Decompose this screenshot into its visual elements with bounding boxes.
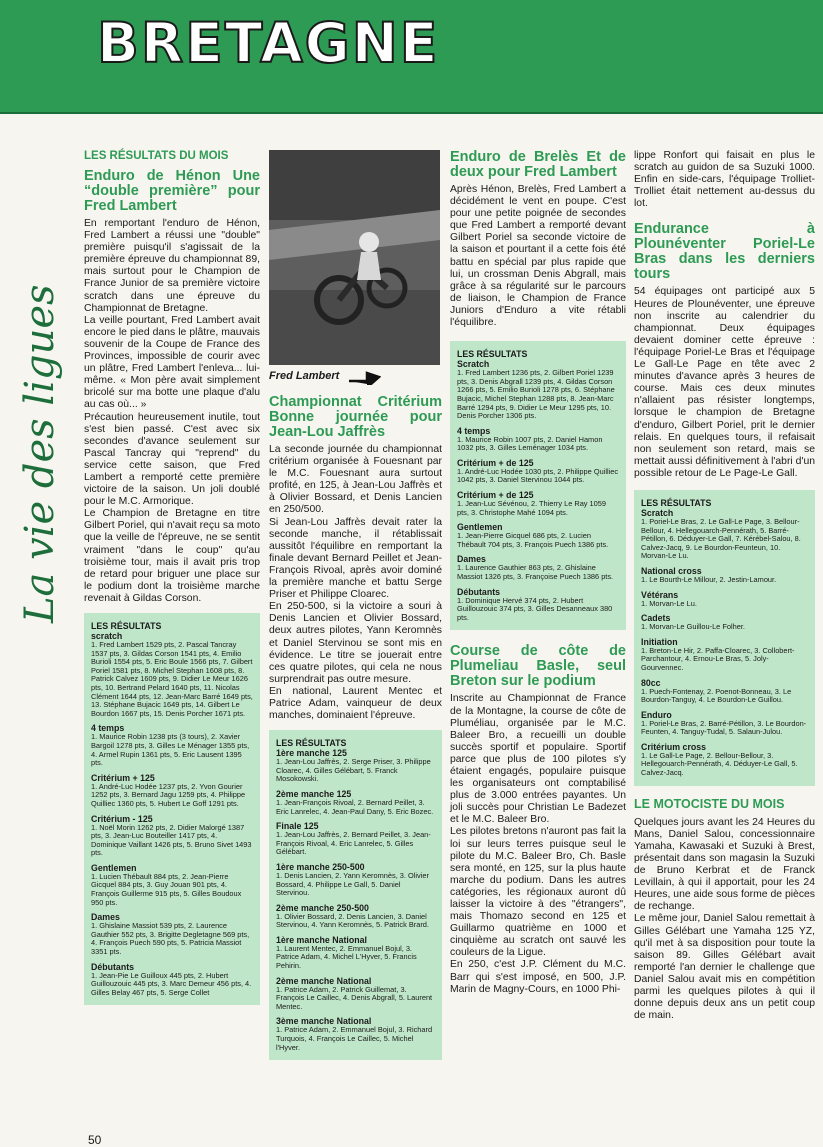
page-number: 50 xyxy=(88,1133,102,1147)
results-group-text: 1. Patrice Adam, 2. Emmanuel Bojul, 3. Richard Turquois, 4. François Le Caillec, 5. Michel l'Hyver. xyxy=(276,1025,433,1052)
results-group-text: 1. Jean-Lou Jaffrès, 2. Serge Priser, 3. Philippe Cloarec, 4. Gilles Gélébart, 5. Franck Mosokowski. xyxy=(276,757,431,784)
results-box-breles xyxy=(450,341,626,630)
results-group-text: 1. André-Luc Hodée 1030 pts, 2. Philippe Quilliec 1042 pts, 3. Daniel Stervinou 1044 pts. xyxy=(457,466,619,485)
results-box-henon xyxy=(84,613,260,1005)
column-2 xyxy=(269,150,442,1060)
results-group-text: 1. Jean-Lou Jaffrès, 2. Bernard Peillet, 3. Jean-François Rivoal, 4. Eric Lanrelec, 5. Gilles Gélébart. xyxy=(276,830,431,857)
paragraph: Le même jour, Daniel Salou remettait à Gilles Gélébart une Yamaha 125 YZ, qu'il met à sa disposition pour toute la saison 89. Gilles Gélébart avait remporté l'an dernier le challenge que Daniel Salou avait mis en compétition parmi les quelques pilotes à qui il donne depuis deux ans un petit coup de main. xyxy=(634,913,815,1022)
paragraph: lippe Ronfort qui faisait en plus le scratch au guidon de sa Suzuki 1000. Enfin en side-cars, l'équipage Trolliet-Trolliet était nettement au-dessus du lot. xyxy=(634,150,815,210)
results-group-name: Critérium + de 125 xyxy=(457,490,534,501)
results-group-name: National cross xyxy=(641,565,702,576)
results-group-text: 1. Jean-Pierre Gicquel 686 pts, 2. Lucien Thébault 704 pts, 3. François Puech 1386 pts. xyxy=(457,531,609,549)
article-title-breles: Enduro de Brelès Et de deux pour Fred Lambert xyxy=(450,149,626,180)
results-group-name: Gentlemen xyxy=(457,522,503,533)
results-group-text: 1. Dominique Hervé 374 pts, 2. Hubert Guillouzouic 374 pts, 3. Gilles Desanneaux 380 pts. xyxy=(457,595,613,622)
photo-caption-row xyxy=(269,367,442,385)
article-body-plumeliau xyxy=(450,693,626,995)
paragraph: La veille pourtant, Fred Lambert avait encore le pied dans le plâtre, mauvais souvenir de la Coupe de France des Provinces, impossible de courir avec un plâtre, Fred Lambert l'enleva... lui-même. « Mon père avait simplement bricolé sur ma botte une plaque d'alu au cas où... » xyxy=(84,314,260,411)
results-group-name: 4 temps xyxy=(457,425,491,436)
results-group-name: Finale 125 xyxy=(276,821,319,832)
paragraph: Les pilotes bretons n'auront pas fait la loi sur leurs terres puisque seul le pilote du M.C. Baleer Bro, Ch. Basle sera monté, en 125, sur la plus haute marche du podium. Dans les autres catégories, les régionaux auront dû laisser la victoire à des "étrangers", mais Thomazo second en 125 et Guillarmo quatrième en 1000 et cinquième au scratch ont sauvé les couleurs de la Ligue. xyxy=(450,826,626,959)
results-group-text: 1. Morvan-Le Guillou-Le Folher. xyxy=(641,622,745,632)
results-group-name: 80cc xyxy=(641,677,661,688)
results-group-name: 1ère manche 250-500 xyxy=(276,861,365,872)
results-group-text: 1. Fred Lambert 1529 pts, 2. Pascal Tancray 1537 pts, 3. Gildas Corson 1541 pts, 4. Emilio Burioli 1554 pts, 5. Eric Boule 1566 pts, 7. Gilbert Poriel 1581 pts, 8. Michel Stephan 1608 pts, 8. Patrick Calvez 1609 pts, 9. Didier Le Meur 1626 pts, 10. Bertrand Pelard 1640 pts, 11. Nicolas Clément 1644 pts, 12. Jean-Marc Barré 1649 pts, 13. Stéphane Bujacic 1649 pts, 14. Gilbert Le Bourdon 1667 pts, 15. Denis Porcher 1671 pts. xyxy=(91,640,253,718)
results-group-text: 1. Jean-Luc Sévénou, 2. Thierry Le Ray 1059 pts, 3. Christophe Mahé 1094 pts. xyxy=(457,499,606,517)
results-group-name: scratch xyxy=(91,631,123,641)
results-group-name: Critérium - 125 xyxy=(91,813,153,824)
paragraph: 54 équipages ont participé aux 5 Heures de Plounéventer, une épreuve non inscrite au calendrier du championnat. Deux équipages devaient dominer cette épreuve : l'équipage Poriel-Le Bras et l'équipage Le Gall-Le Page en tête avec 2 minutes d'avance après 3 heures de course. Mais ces deux minutes n'allaient pas résister longtemps, lorsque le champion de Bretagne d'enduro, Gilbert Poriel, prit le dernier relais. En quelques tours, il refaisait non seulement son retard, mais se mettait aussi définitivement à l'abri d'un possible retour de Le Page-Le Gall. xyxy=(634,286,815,479)
results-group-name: Débutants xyxy=(457,586,501,597)
photo-fred-lambert xyxy=(269,150,440,365)
results-box-endurance xyxy=(634,490,815,786)
article-title-criterium: Championnat Critérium Bonne journée pour Jean-Lou Jaffrès xyxy=(269,394,442,440)
results-group-name: Critérium + 125 xyxy=(91,772,155,783)
results-group-text: 1. Puech-Fontenay, 2. Poenot-Bonneau, 3. Le Bourdon-Tanguy, 4. Le Bourdon-Le Guillou. xyxy=(641,686,792,705)
paragraph: Après Hénon, Brelès, Fred Lambert a décidément le vent en poupe. C'est pour une petite poignée de secondes que Fred Lambert a remporté devant Gilbert Poriel sa seconde victoire de la saison et pourtant il a cette fois été battu en spécial par plus rapide que lui, un crossman Denis Abgrall, mais grâce à sa régularité sur le parcours de liaison, le Champion de France Juniors d'Enduro a vite rétabli l'équilibre. xyxy=(450,184,626,329)
results-group-name: 3ème manche National xyxy=(276,1016,372,1027)
results-group-name: 1ère manche National xyxy=(276,934,367,945)
article-body-criterium xyxy=(269,444,442,722)
section-head-results: LES RÉSULTATS DU MOIS xyxy=(84,150,229,162)
article-body-motociste xyxy=(634,817,815,1023)
article-body-henon xyxy=(84,218,260,605)
results-group-name: Débutants xyxy=(91,961,135,972)
results-box-criterium xyxy=(269,730,442,1060)
results-group-name: Vétérans xyxy=(641,589,679,600)
paragraph: En 250-500, si la victoire a souri à Denis Lancien et Olivier Bossard, deux autres pilotes, Yann Keromnès et Daniel Stervinou se sont mis en évidence. Le titre se jouerait entre ces quatre pilotes, qui cela ne nous surprendrait pas outre mesure. xyxy=(269,601,442,685)
paragraph: En remportant l'enduro de Hénon, Fred Lambert a réussi une "double" première puisqu'il s'agissait de la première épreuve du championnat 89, mais surtout pour le Champion de France Junior de sa première victoire scratch dans une épreuve du Championnat de Bretagne. xyxy=(84,218,260,314)
results-group-text: 1. Poriel-Le Bras, 2. Le Gall-Le Page, 3. Bellour-Bellour, 4. Hellegouarch-Pennérath, 5. Barré-Pétillon, 6. Déduyer-Le Gall, 7. Kérébel-Salou, 8. Calvez-Jacq, 9. Le Bourdon-Feunteun, 10. Morvan-Le Lu. xyxy=(641,516,801,561)
paragraph: En national, Laurent Mentec et Patrice Adam, vainqueur de deux manches, dominaient l'épreuve. xyxy=(269,685,442,722)
results-group-name: Dames xyxy=(457,554,486,565)
results-group-text: 1. Noël Morin 1262 pts, 2. Didier Malorgé 1387 pts, 3. Jean-Luc Bouteiller 1417 pts, 4. Dominique Vaillant 1426 pts, 5. Bruno Sivet 1493 pts. xyxy=(91,822,252,858)
paragraph: Quelques jours avant les 24 Heures du Mans, Daniel Salou, concessionnaire Yamaha, Kawasaki et Suzuki à Brest, présentait dans son magasin la Suzuki de Bruno Kerbrat et de Franck Levillain, à qui il apportait, pour les 24 Heures, une aide sous forme de pièces de rechange. xyxy=(634,816,815,913)
results-group-text: 1. Laurent Mentec, 2. Emmanuel Bojul, 3. Patrice Adam, 4. Michel L'Hyver, 5. Francis Pehirin. xyxy=(276,943,417,971)
results-title: LES RÉSULTATS xyxy=(276,738,347,749)
results-group-text: 1. Le Gall-Le Page, 2. Bellour-Bellour, 3. Hellegouarch-Pennérath, 4. Déduyer-Le Gall, 5. Calvez-Jacq. xyxy=(641,750,798,778)
results-group-text: 1. Le Bourth-Le Millour, 2. Jestin-Lamour. xyxy=(641,574,777,584)
results-group-name: Enduro xyxy=(641,709,672,720)
results-group-text: 1. Jean-Pie Le Guilloux 445 pts, 2. Hubert Guillouzouic 445 pts, 3. Marc Demeur 456 pts, 4. Gilles Belay 467 pts, 5. Serge Collet xyxy=(91,970,252,997)
results-group-text: 1. Lucien Thébault 884 pts, 2. Jean-Pierre Gicquel 884 pts, 3. Guy Jouan 901 pts, 4. François Guillerme 915 pts, 5. Gilles Boudoux 950 pts. xyxy=(91,871,242,907)
header-banner xyxy=(0,0,823,114)
section-head-motociste: LE MOTOCISTE DU MOIS xyxy=(634,796,785,811)
results-group-name: Scratch xyxy=(641,507,674,518)
results-group-text: 1. Ghislaine Massiot 539 pts, 2. Laurence Gauthier 552 pts, 3. Brigitte Degletagne 569 pts, 4. François Puech 590 pts, 5. Patricia Massiot 3351 pts. xyxy=(91,921,250,957)
results-group-text: 1. Breton-Le Hir, 2. Paffa-Cloarec, 3. Collobert-Parchantour, 4. Ernou-Le Bras, 5. Joly-Gourvennec. xyxy=(641,645,795,672)
side-title: La vie des ligues xyxy=(17,284,63,623)
article-body-endurance xyxy=(634,286,815,480)
results-group-name: 2ème manche National xyxy=(276,975,372,986)
results-group-text: 1. Olivier Bossard, 2. Denis Lancien, 3. Daniel Stervinou, 4. Yann Keromnès, 5. Patrick Brard. xyxy=(276,911,429,930)
results-group-name: Scratch xyxy=(457,359,490,370)
results-group-text: 1. Patrice Adam, 2. Patrick Guillemat, 3. François Le Caillec, 4. Denis Abgrall, 5. Laurent Mentec. xyxy=(276,984,433,1011)
arrow-icon xyxy=(347,367,381,385)
results-group-text: 1. Maurice Robin 1007 pts, 2. Daniel Hamon 1032 pts, 3. Gilles Leménager 1034 pts. xyxy=(457,434,603,453)
results-group-name: Critérium cross xyxy=(641,741,707,752)
article-title-plumeliau: Course de côte de Plumeliau Basle, seul Breton sur le podium xyxy=(450,643,626,690)
page-title: BRETAGNE xyxy=(97,11,440,75)
results-group-name: Gentlemen xyxy=(91,862,137,873)
results-group-name: 2ème manche 125 xyxy=(276,788,352,799)
column-1 xyxy=(84,150,260,1005)
results-group-name: Critérium + de 125 xyxy=(457,457,534,468)
results-group-text: 1. Maurice Robin 1238 pts (3 tours), 2. Xavier Bargoil 1278 pts, 3. Gilles Le Ménager 1355 pts, 4. Armel Rupin 1361 pts, 5. Eric Lausent 1395 pts. xyxy=(91,732,250,768)
results-title: LES RÉSULTATS xyxy=(641,497,712,508)
results-title: LES RÉSULTATS xyxy=(91,621,162,631)
results-group-text: 1. Laurence Gauthier 863 pts, 2. Ghislaine Massiot 1326 pts, 3. Françoise Puech 1386 pts. xyxy=(457,563,614,582)
paragraph: Inscrite au Championnat de France de la Montagne, la course de côte de Pluméliau, organisée par le M.C. Baleer Bro, a recueilli un double succès sportif et populaire. Sportif parce que plus de 100 pilotes s'y étaient engagés, populaire puisque les organisateurs ont comptabilisé plus de 3.000 entrées payantes. Un joli succès pour Christian Le Badezet et le M.C. Baleer Bro. xyxy=(450,693,626,826)
paragraph: Précaution heureusement inutile, tout s'est bien passé. C'est avec six secondes d'avance seulement sur Pascal Tancray qui "reprend" du service cette saison, que Fred Lambert a remporté cette première victoire de la saison. Un joli doublé pour le M.C. Armorique. xyxy=(84,411,260,508)
results-group-name: 2ème manche 250-500 xyxy=(276,902,369,913)
article-body-breles xyxy=(450,184,626,329)
results-group-text: 1. Denis Lancien, 2. Yann Keromnès, 3. Olivier Bossard, 4. Philippe Le Gall, 5. Daniel Stervinou. xyxy=(276,870,429,898)
results-group-text: 1. Fred Lambert 1236 pts, 2. Gilbert Poriel 1239 pts, 3. Denis Abgrall 1239 pts, 4. Gildas Corson 1266 pts, 5. Emilio Burioli 1278 pts, 6. Stéphane Bujacic, Michel Stephan 1288 pts, 8. Jean-Marc Barré 1294 pts, 9. Didier Le Meur 1295 pts, 10. Denis Porcher 1306 pts. xyxy=(457,368,615,421)
column-3 xyxy=(450,150,626,996)
article-body-plumeliau-continued xyxy=(634,150,815,210)
article-title-henon: Enduro de Hénon Une “double première” pour Fred Lambert xyxy=(84,168,260,214)
results-group-name: Cadets xyxy=(641,613,671,624)
results-group-text: 1. André-Luc Hodée 1237 pts, 2. Yvon Gourier 1252 pts, 3. Bernard Jagu 1259 pts, 4. Philippe Quilliec 1360 pts, 5. Hubert Le Goff 1291 pts. xyxy=(91,781,246,808)
paragraph: Si Jean-Lou Jaffrès devait rater la seconde manche, il rétablissait aussitôt l'équilibre en remportant la finale devant Bernard Peillet et Jean-François Rivoal, après avoir dominé la première manche et battu Serge Priser et Philippe Cloarec. xyxy=(269,516,442,601)
results-group-text: 1. Jean-François Rivoal, 2. Bernard Peillet, 3. Eric Lanrelec, 4. Jean-Paul Dany, 5. Eric Bozec. xyxy=(276,797,434,816)
results-title: LES RÉSULTATS xyxy=(457,349,528,360)
column-4 xyxy=(634,150,815,1022)
paragraph: La seconde journée du championnat critérium organisée à Fouesnant par le M.C. Fouesnant aura surtout profité, en 125, à Jean-Lou Jaffrès et à Olivier Bossard, et Denis Lancien en 250/500. xyxy=(269,444,442,516)
photo-caption: Fred Lambert xyxy=(269,369,340,382)
results-group-name: Initiation xyxy=(641,636,678,647)
article-title-endurance: Endurance à Plounéventer Poriel-Le Bras dans les derniers tours xyxy=(634,221,815,283)
results-group-text: 1. Morvan-Le Lu. xyxy=(641,598,697,608)
results-group-text: 1. Poriel-Le Bras, 2. Barré-Pétillon, 3. Le Bourdon-Feunten, 4. Tanguy-Tudal, 5. Salaun-Julou. xyxy=(641,718,807,737)
motocross-photo-icon xyxy=(269,150,440,365)
results-group-name: 1ère manche 125 xyxy=(276,748,347,759)
paragraph: Le Champion de Bretagne en titre Gilbert Poriel, qui n'avait reçu sa moto que la veille de l'épreuve, ne se sentit vraiment "dans le coup" qu'au troisième tour, mais il avait pris trop de retard pour briguer une place sur le podium dont la troisième marche revenait à Gildas Corson. xyxy=(84,508,260,604)
results-group-name: 4 temps xyxy=(91,723,125,734)
results-group-name: Dames xyxy=(91,912,120,923)
paragraph: En 250, c'est J.P. Clément du M.C. Barr qui s'est imposé, en 500, J.P. Marin de Magny-Cours, en 1000 Phi- xyxy=(450,959,626,995)
